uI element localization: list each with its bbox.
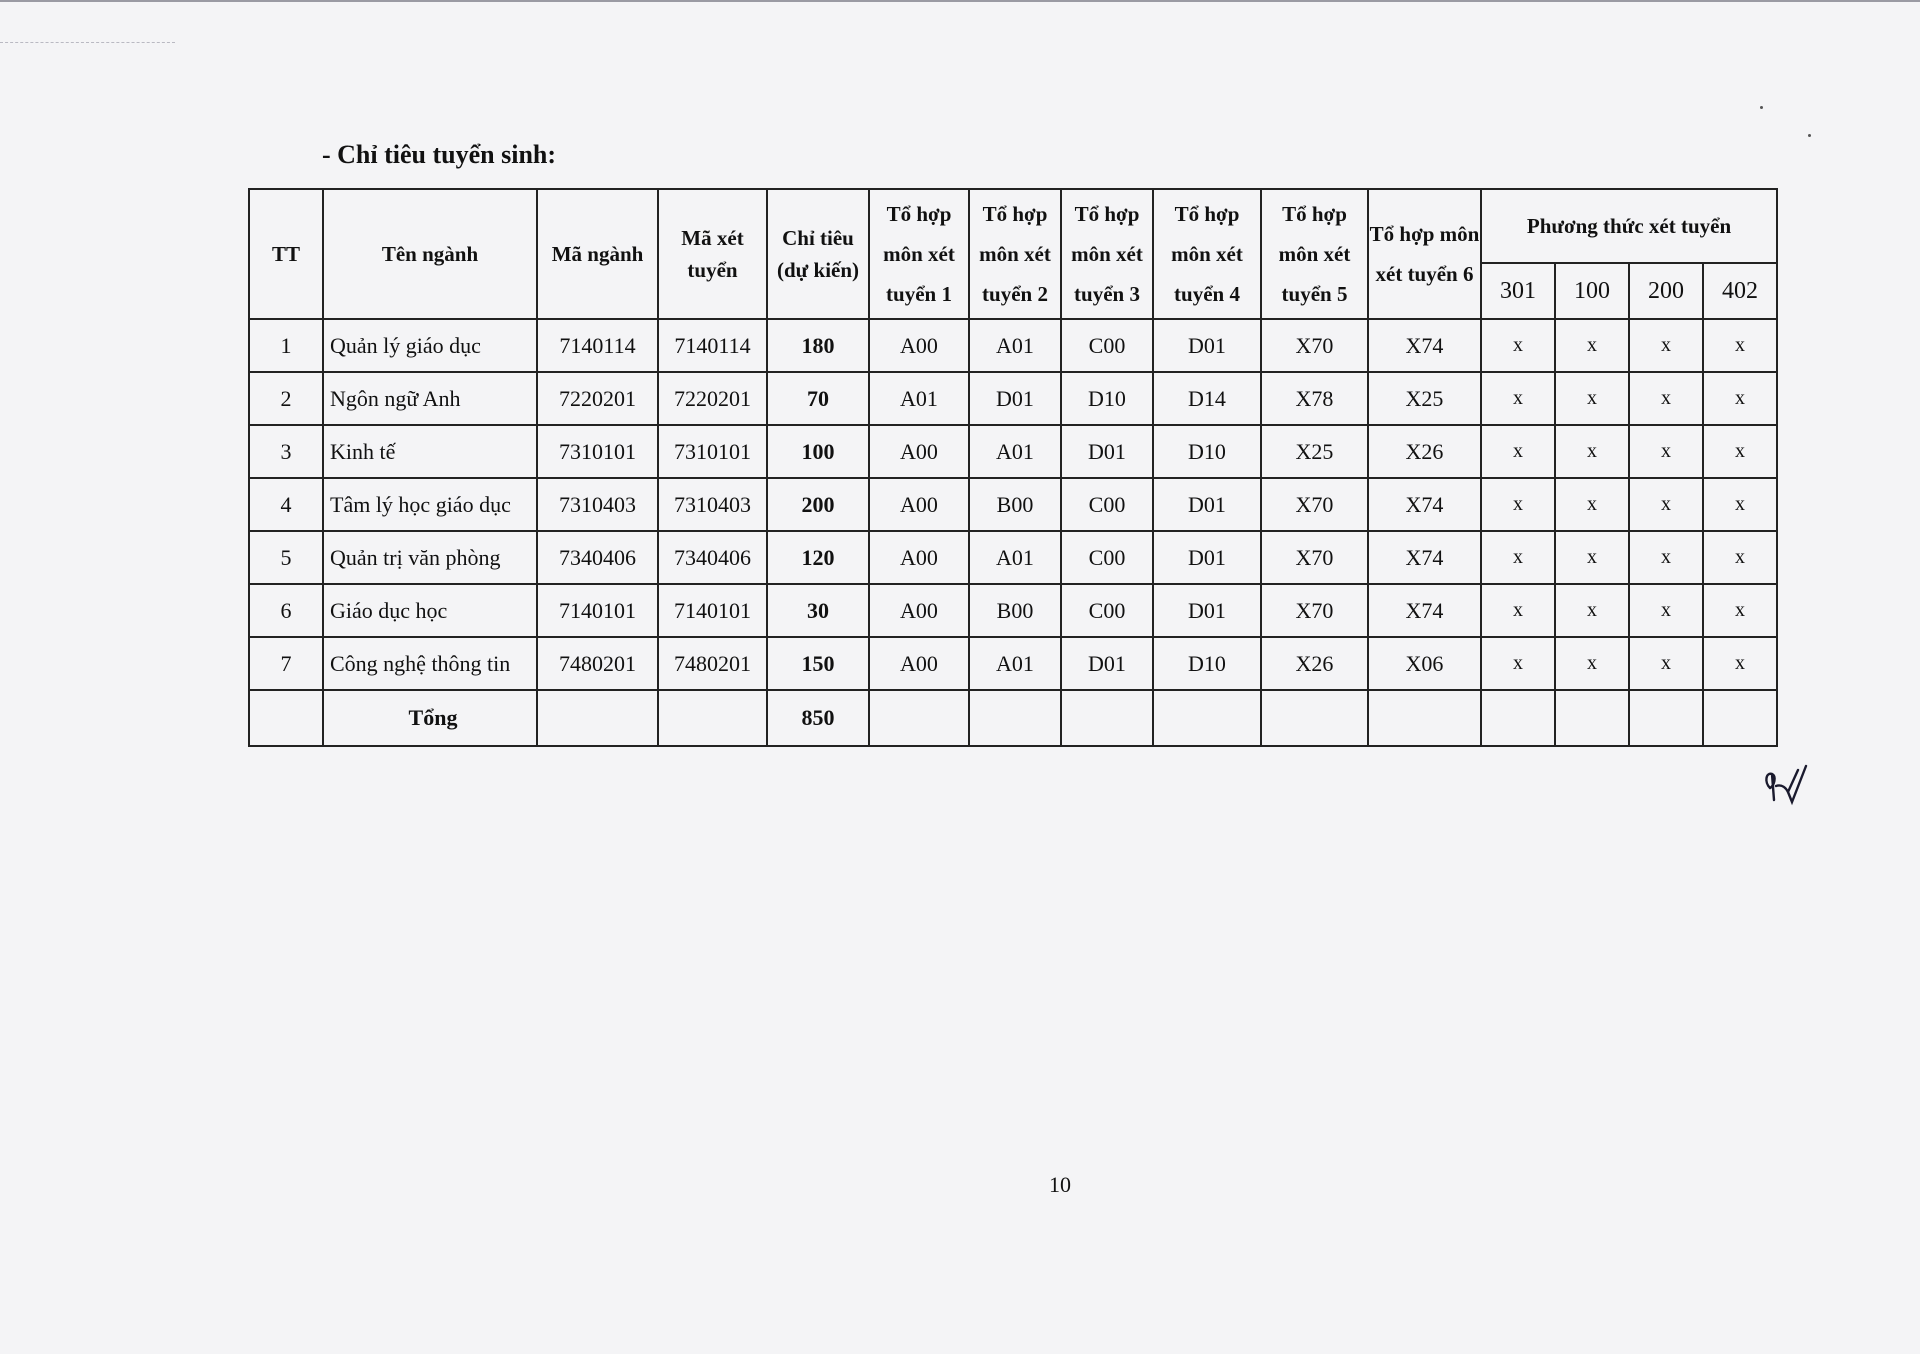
header-ma-xet-tuyen: Mã xét tuyển <box>658 189 767 319</box>
row-method-100-cell: x <box>1555 425 1629 478</box>
table-row <box>249 425 1777 478</box>
row-admission-code-cell: 7220201 <box>658 372 767 425</box>
row-subject-combo-1-cell: A00 <box>869 319 969 372</box>
row-subject-combo-6-cell: X74 <box>1368 584 1481 637</box>
row-major-name-cell: Kinh tế <box>323 425 537 478</box>
row-method-100-cell: x <box>1555 319 1629 372</box>
row-tt-cell: 6 <box>249 584 323 637</box>
row-subject-combo-3-cell: D01 <box>1061 425 1153 478</box>
row-method-301-cell: x <box>1481 425 1555 478</box>
row-quota-cell: 70 <box>767 372 869 425</box>
row-method-402-cell: x <box>1703 425 1777 478</box>
row-subject-combo-2-cell: A01 <box>969 425 1061 478</box>
header-method-301: 301 <box>1481 263 1555 319</box>
row-method-200-cell: x <box>1629 319 1703 372</box>
row-subject-combo-4-cell: D01 <box>1153 319 1261 372</box>
row-method-301-cell: x <box>1481 531 1555 584</box>
table-row <box>249 584 1777 637</box>
row-method-200-cell: x <box>1629 531 1703 584</box>
row-subject-combo-1-cell: A00 <box>869 531 969 584</box>
row-major-code-cell: 7310403 <box>537 478 658 531</box>
row-subject-combo-3-cell: C00 <box>1061 531 1153 584</box>
header-to-hop-1: Tổ hợp môn xét tuyển 1 <box>869 189 969 319</box>
total-empty-cell <box>1629 690 1703 746</box>
row-quota-cell: 180 <box>767 319 869 372</box>
row-quota-cell: 200 <box>767 478 869 531</box>
row-subject-combo-4-cell: D01 <box>1153 531 1261 584</box>
row-subject-combo-1-cell: A00 <box>869 478 969 531</box>
header-ten-nganh: Tên ngành <box>323 189 537 319</box>
row-subject-combo-6-cell: X25 <box>1368 372 1481 425</box>
handwritten-initials-signature <box>1762 762 1822 806</box>
row-subject-combo-1-cell: A00 <box>869 637 969 690</box>
row-major-code-cell: 7480201 <box>537 637 658 690</box>
row-subject-combo-4-cell: D14 <box>1153 372 1261 425</box>
row-quota-cell: 100 <box>767 425 869 478</box>
row-method-402-cell: x <box>1703 372 1777 425</box>
row-subject-combo-6-cell: X06 <box>1368 637 1481 690</box>
row-major-code-cell: 7140114 <box>537 319 658 372</box>
row-subject-combo-3-cell: D10 <box>1061 372 1153 425</box>
row-method-100-cell: x <box>1555 584 1629 637</box>
row-quota-cell: 30 <box>767 584 869 637</box>
scan-speck <box>1808 134 1811 137</box>
total-empty-cell <box>537 690 658 746</box>
total-empty-cell <box>1555 690 1629 746</box>
row-major-name-cell: Quản trị văn phòng <box>323 531 537 584</box>
row-subject-combo-5-cell: X70 <box>1261 478 1368 531</box>
section-title: - Chỉ tiêu tuyển sinh: <box>322 140 557 169</box>
row-subject-combo-2-cell: A01 <box>969 319 1061 372</box>
row-subject-combo-3-cell: D01 <box>1061 637 1153 690</box>
enrollment-quota-table <box>248 188 1778 747</box>
total-empty-cell <box>658 690 767 746</box>
row-major-name-cell: Giáo dục học <box>323 584 537 637</box>
row-subject-combo-4-cell: D01 <box>1153 584 1261 637</box>
row-method-301-cell: x <box>1481 372 1555 425</box>
total-empty-cell <box>969 690 1061 746</box>
row-subject-combo-6-cell: X26 <box>1368 425 1481 478</box>
row-tt-cell: 2 <box>249 372 323 425</box>
row-method-100-cell: x <box>1555 531 1629 584</box>
total-empty-cell <box>1061 690 1153 746</box>
row-subject-combo-5-cell: X70 <box>1261 584 1368 637</box>
row-method-402-cell: x <box>1703 531 1777 584</box>
row-admission-code-cell: 7140114 <box>658 319 767 372</box>
header-chi-tieu: Chỉ tiêu (dự kiến) <box>767 189 869 319</box>
row-tt-cell: 4 <box>249 478 323 531</box>
row-subject-combo-4-cell: D10 <box>1153 637 1261 690</box>
row-subject-combo-5-cell: X78 <box>1261 372 1368 425</box>
row-method-100-cell: x <box>1555 478 1629 531</box>
row-tt-cell: 1 <box>249 319 323 372</box>
table-row <box>249 478 1777 531</box>
total-tt-cell <box>249 690 323 746</box>
row-subject-combo-2-cell: B00 <box>969 584 1061 637</box>
row-method-402-cell: x <box>1703 584 1777 637</box>
row-tt-cell: 3 <box>249 425 323 478</box>
total-empty-cell <box>1261 690 1368 746</box>
row-subject-combo-5-cell: X26 <box>1261 637 1368 690</box>
header-to-hop-4: Tổ hợp môn xét tuyển 4 <box>1153 189 1261 319</box>
row-subject-combo-2-cell: A01 <box>969 531 1061 584</box>
row-method-200-cell: x <box>1629 425 1703 478</box>
total-empty-cell <box>869 690 969 746</box>
row-method-200-cell: x <box>1629 637 1703 690</box>
row-subject-combo-3-cell: C00 <box>1061 584 1153 637</box>
row-method-200-cell: x <box>1629 478 1703 531</box>
total-quota-value: 850 <box>767 690 869 746</box>
row-subject-combo-2-cell: D01 <box>969 372 1061 425</box>
row-quota-cell: 120 <box>767 531 869 584</box>
scan-speck <box>1760 106 1763 109</box>
row-major-code-cell: 7340406 <box>537 531 658 584</box>
total-row <box>249 690 1777 746</box>
row-subject-combo-6-cell: X74 <box>1368 478 1481 531</box>
row-method-301-cell: x <box>1481 319 1555 372</box>
header-to-hop-5: Tổ hợp môn xét tuyển 5 <box>1261 189 1368 319</box>
scan-artifact-dash <box>0 42 175 44</box>
row-tt-cell: 7 <box>249 637 323 690</box>
row-admission-code-cell: 7310101 <box>658 425 767 478</box>
table-row <box>249 372 1777 425</box>
row-admission-code-cell: 7140101 <box>658 584 767 637</box>
row-subject-combo-6-cell: X74 <box>1368 531 1481 584</box>
row-major-code-cell: 7220201 <box>537 372 658 425</box>
row-method-402-cell: x <box>1703 319 1777 372</box>
row-subject-combo-3-cell: C00 <box>1061 319 1153 372</box>
row-subject-combo-1-cell: A00 <box>869 425 969 478</box>
header-to-hop-2: Tổ hợp môn xét tuyển 2 <box>969 189 1061 319</box>
total-label: Tổng <box>323 690 537 746</box>
row-major-name-cell: Công nghệ thông tin <box>323 637 537 690</box>
page-number: 10 <box>1049 1172 1071 1197</box>
row-method-301-cell: x <box>1481 478 1555 531</box>
row-major-name-cell: Quản lý giáo dục <box>323 319 537 372</box>
header-to-hop-3: Tổ hợp môn xét tuyển 3 <box>1061 189 1153 319</box>
row-method-402-cell: x <box>1703 637 1777 690</box>
row-admission-code-cell: 7340406 <box>658 531 767 584</box>
total-empty-cell <box>1153 690 1261 746</box>
header-method-200: 200 <box>1629 263 1703 319</box>
row-method-100-cell: x <box>1555 372 1629 425</box>
row-subject-combo-6-cell: X74 <box>1368 319 1481 372</box>
table-header-row <box>249 189 1777 263</box>
row-method-301-cell: x <box>1481 637 1555 690</box>
header-ma-nganh: Mã ngành <box>537 189 658 319</box>
row-subject-combo-2-cell: B00 <box>969 478 1061 531</box>
row-major-name-cell: Tâm lý học giáo dục <box>323 478 537 531</box>
row-admission-code-cell: 7480201 <box>658 637 767 690</box>
row-subject-combo-5-cell: X25 <box>1261 425 1368 478</box>
row-subject-combo-4-cell: D10 <box>1153 425 1261 478</box>
header-tt: TT <box>249 189 323 319</box>
row-subject-combo-2-cell: A01 <box>969 637 1061 690</box>
row-method-301-cell: x <box>1481 584 1555 637</box>
row-tt-cell: 5 <box>249 531 323 584</box>
row-major-code-cell: 7310101 <box>537 425 658 478</box>
row-major-code-cell: 7140101 <box>537 584 658 637</box>
header-phuong-thuc: Phương thức xét tuyển <box>1481 189 1777 263</box>
row-method-200-cell: x <box>1629 372 1703 425</box>
header-method-100: 100 <box>1555 263 1629 319</box>
total-empty-cell <box>1368 690 1481 746</box>
row-method-200-cell: x <box>1629 584 1703 637</box>
table-row <box>249 531 1777 584</box>
row-subject-combo-4-cell: D01 <box>1153 478 1261 531</box>
row-subject-combo-1-cell: A01 <box>869 372 969 425</box>
scan-edge-line <box>0 0 1920 2</box>
row-admission-code-cell: 7310403 <box>658 478 767 531</box>
table-row <box>249 637 1777 690</box>
row-subject-combo-1-cell: A00 <box>869 584 969 637</box>
row-quota-cell: 150 <box>767 637 869 690</box>
table-row <box>249 319 1777 372</box>
header-to-hop-6: Tổ hợp môn xét tuyển 6 <box>1368 189 1481 319</box>
row-method-100-cell: x <box>1555 637 1629 690</box>
header-method-402: 402 <box>1703 263 1777 319</box>
total-empty-cell <box>1481 690 1555 746</box>
row-subject-combo-5-cell: X70 <box>1261 531 1368 584</box>
row-method-402-cell: x <box>1703 478 1777 531</box>
row-subject-combo-5-cell: X70 <box>1261 319 1368 372</box>
row-subject-combo-3-cell: C00 <box>1061 478 1153 531</box>
total-empty-cell <box>1703 690 1777 746</box>
row-major-name-cell: Ngôn ngữ Anh <box>323 372 537 425</box>
